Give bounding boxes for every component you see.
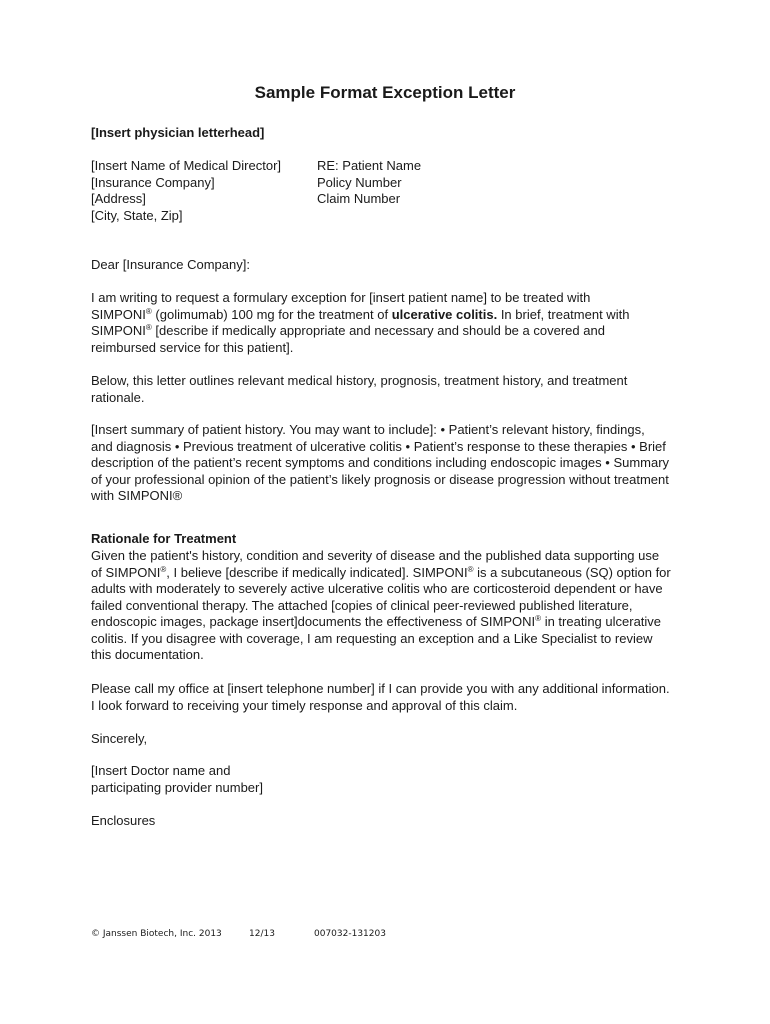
registered-mark: ® [467, 564, 474, 574]
paragraph-line: I am writing to request a formulary exception for [insert patient name] to be treated with [91, 290, 591, 305]
paragraph-line [91, 565, 671, 582]
paragraph-line: with SIMPONI® [91, 488, 183, 503]
paragraph-line: I look forward to receiving your timely response and approval of this claim. [91, 697, 518, 713]
paragraph-line: reimbursed service for this patient]. [91, 339, 294, 355]
registered-mark: ® [535, 614, 542, 623]
text-run: is a subcutaneous (SQ) option for [473, 564, 671, 580]
text-run: SIMPONI [91, 323, 146, 338]
paragraph-line: of your professional opinion of the patient’s likely prognosis or disease progression without treatment [91, 471, 669, 487]
reference-line: RE: Patient Name [317, 158, 422, 173]
reference-line: Claim Number [317, 191, 401, 206]
address-line: [Insert Name of Medical Director] [91, 158, 282, 173]
rationale-heading: Rationale for Treatment [91, 531, 237, 546]
paragraph-line: adults with moderately to severely active ulcerative colitis who are corticosteroid dependent or have [91, 581, 663, 596]
text-run: of SIMPONI [91, 564, 161, 580]
paragraph-line: rationale. [91, 389, 145, 405]
reference-line: Policy Number [317, 174, 402, 190]
paragraph-line [91, 307, 629, 324]
text-run: in treating ulcerative [541, 614, 662, 629]
text-run: , I believe [describe if medically indicated]. SIMPONI [166, 564, 468, 580]
registered-mark: ® [145, 306, 152, 316]
closing: Sincerely, [91, 731, 148, 746]
address-line: [Address] [91, 191, 146, 206]
signature-line: participating provider number] [91, 779, 263, 795]
signature-line: [Insert Doctor name and [91, 763, 231, 778]
paragraph-line: and diagnosis • Previous treatment of ulcerative colitis • Patient’s response to these therapies • Brief [91, 438, 666, 454]
paragraph-line [91, 323, 605, 340]
address-line: [Insurance Company] [91, 174, 215, 190]
letterhead-placeholder: [Insert physician letterhead] [91, 125, 265, 140]
paragraph-line: Given the patient's history, condition and severity of disease and the published data supporting use [91, 548, 660, 563]
footer-code: 007032-131203 [314, 929, 386, 939]
paragraph-line: description of the patient’s recent symptoms and conditions including endoscopic images • Summary [91, 455, 670, 470]
text-run: In brief, treatment with [497, 306, 630, 322]
paragraph-line: Please call my office at [insert telephone number] if I can provide you with any additional information. [91, 681, 670, 696]
text-run: SIMPONI [91, 306, 146, 322]
text-run: (golimumab) 100 mg for the treatment of [151, 306, 392, 322]
paragraph-line: colitis. If you disagree with coverage, I am requesting an exception and a Like Specialist to review [91, 630, 653, 646]
registered-mark: ® [145, 323, 152, 332]
text-run: endoscopic images, package insert]documents the effectiveness of SIMPONI [91, 614, 536, 629]
paragraph-line: failed conventional therapy. The attached [copies of clinical peer-reviewed published literature, [91, 597, 633, 613]
paragraph-line: [Insert summary of patient history. You may want to include]: • Patient’s relevant history, findings, [91, 422, 645, 437]
paragraph-line [91, 614, 661, 631]
page-title: Sample Format Exception Letter [254, 83, 516, 102]
paragraph-line: this documentation. [91, 647, 204, 662]
text-run: [describe if medically appropriate and necessary and should be a covered and [151, 323, 605, 338]
enclosures-note: Enclosures [91, 813, 156, 828]
footer-date: 12/13 [249, 929, 275, 939]
paragraph-line: Below, this letter outlines relevant medical history, prognosis, treatment history, and treatment [91, 373, 628, 388]
footer-copyright: © Janssen Biotech, Inc. 2013 [91, 929, 222, 939]
registered-mark: ® [160, 564, 167, 574]
diagnosis-emphasis: ulcerative colitis. [391, 306, 498, 322]
salutation: Dear [Insurance Company]: [91, 257, 250, 272]
address-line: [City, State, Zip] [91, 207, 183, 223]
